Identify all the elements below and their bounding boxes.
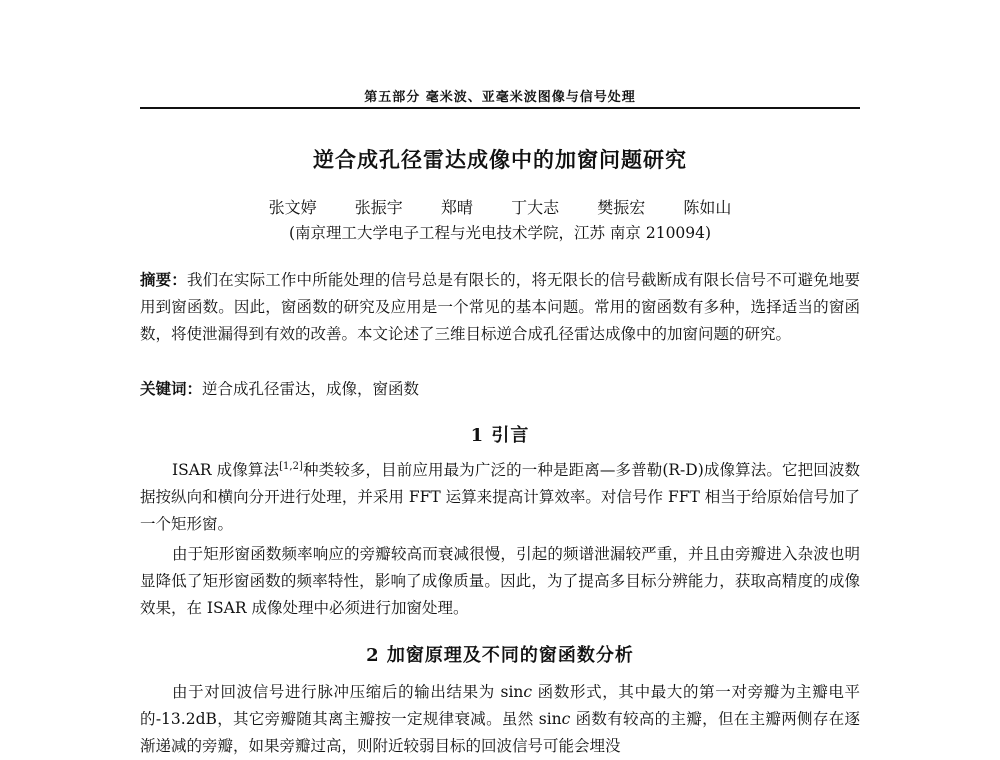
paper-title: 逆合成孔径雷达成像中的加窗问题研究 xyxy=(313,147,687,172)
affiliation: (南京理工大学电子工程与光电技术学院，江苏 南京 210094) xyxy=(288,224,712,242)
header-rule xyxy=(140,107,860,109)
section-2-heading: 2 加窗原理及不同的窗函数分析 xyxy=(366,645,634,666)
citation-ref: [1,2] xyxy=(279,460,303,472)
abstract xyxy=(140,266,860,348)
section-1-paragraph-2: 由于矩形窗函数频率响应的旁瓣较高而衰减很慢，引起的频谱泄漏较严重，并且由旁瓣进入杂波也明显降低了矩形窗函数的频率特性，影响了成像质量。因此，为了提高多目标分辨能力，获取高精度的成像效果，在 ISAR 成像处理中必须进行加窗处理。 xyxy=(140,545,860,617)
section-1-heading: 1 引言 xyxy=(470,425,530,446)
author-list: 张文婷 张振宇 郑晴 丁大志 樊振宏 陈如山 xyxy=(268,198,732,217)
running-header: 第五部分 毫米波、亚毫米波图像与信号处理 xyxy=(364,90,636,105)
sinc-symbol-1: c xyxy=(523,683,533,701)
abstract-text: 我们在实际工作中所能处理的信号总是有限长的，将无限长的信号截断成有限长信号不可避免地要用到窗函数。因此，窗函数的研究及应用是一个常见的基本问题。常用的窗函数有多种，选择适当的窗函数，将使泄漏得到有效的改善。本文论述了三维目标逆合成孔径雷达成像中的加窗问题的研究。 xyxy=(140,271,860,343)
keywords xyxy=(140,375,860,403)
section-2-text-a: 由于对回波信号进行脉冲压缩后的输出结果为 sin xyxy=(172,683,524,701)
section-2-paragraph-1 xyxy=(140,679,860,760)
section-2-text-c: 函数有较高的主瓣，但在主瓣两侧存在逐渐递减的旁瓣，如果旁瓣过高，则附近较弱目标的回波信号可能会埋没 xyxy=(140,710,860,755)
section-1-paragraph-1 xyxy=(140,457,860,538)
section-1-text-a: ISAR 成像算法 xyxy=(172,461,280,479)
sinc-symbol-2: c xyxy=(561,710,571,728)
keywords-label: 关键词： xyxy=(140,379,203,398)
section-1-text-b: 种类较多，目前应用最为广泛的一种是距离—多普勒(R-D)成像算法。它把回波数据按纵向和横向分开进行处理，并采用 FFT 运算来提高计算效率。对信号作 FFT 相当于给原始信号加了一个矩形窗。 xyxy=(140,461,860,533)
keywords-text: 逆合成孔径雷达，成像，窗函数 xyxy=(202,380,420,398)
section-2-text-b: 函数形式，其中最大的第一对旁瓣为主瓣电平的-13.2dB，其它旁瓣随其离主瓣按一定规律衰减。虽然 sin xyxy=(140,683,860,728)
abstract-label: 摘要： xyxy=(140,270,187,289)
